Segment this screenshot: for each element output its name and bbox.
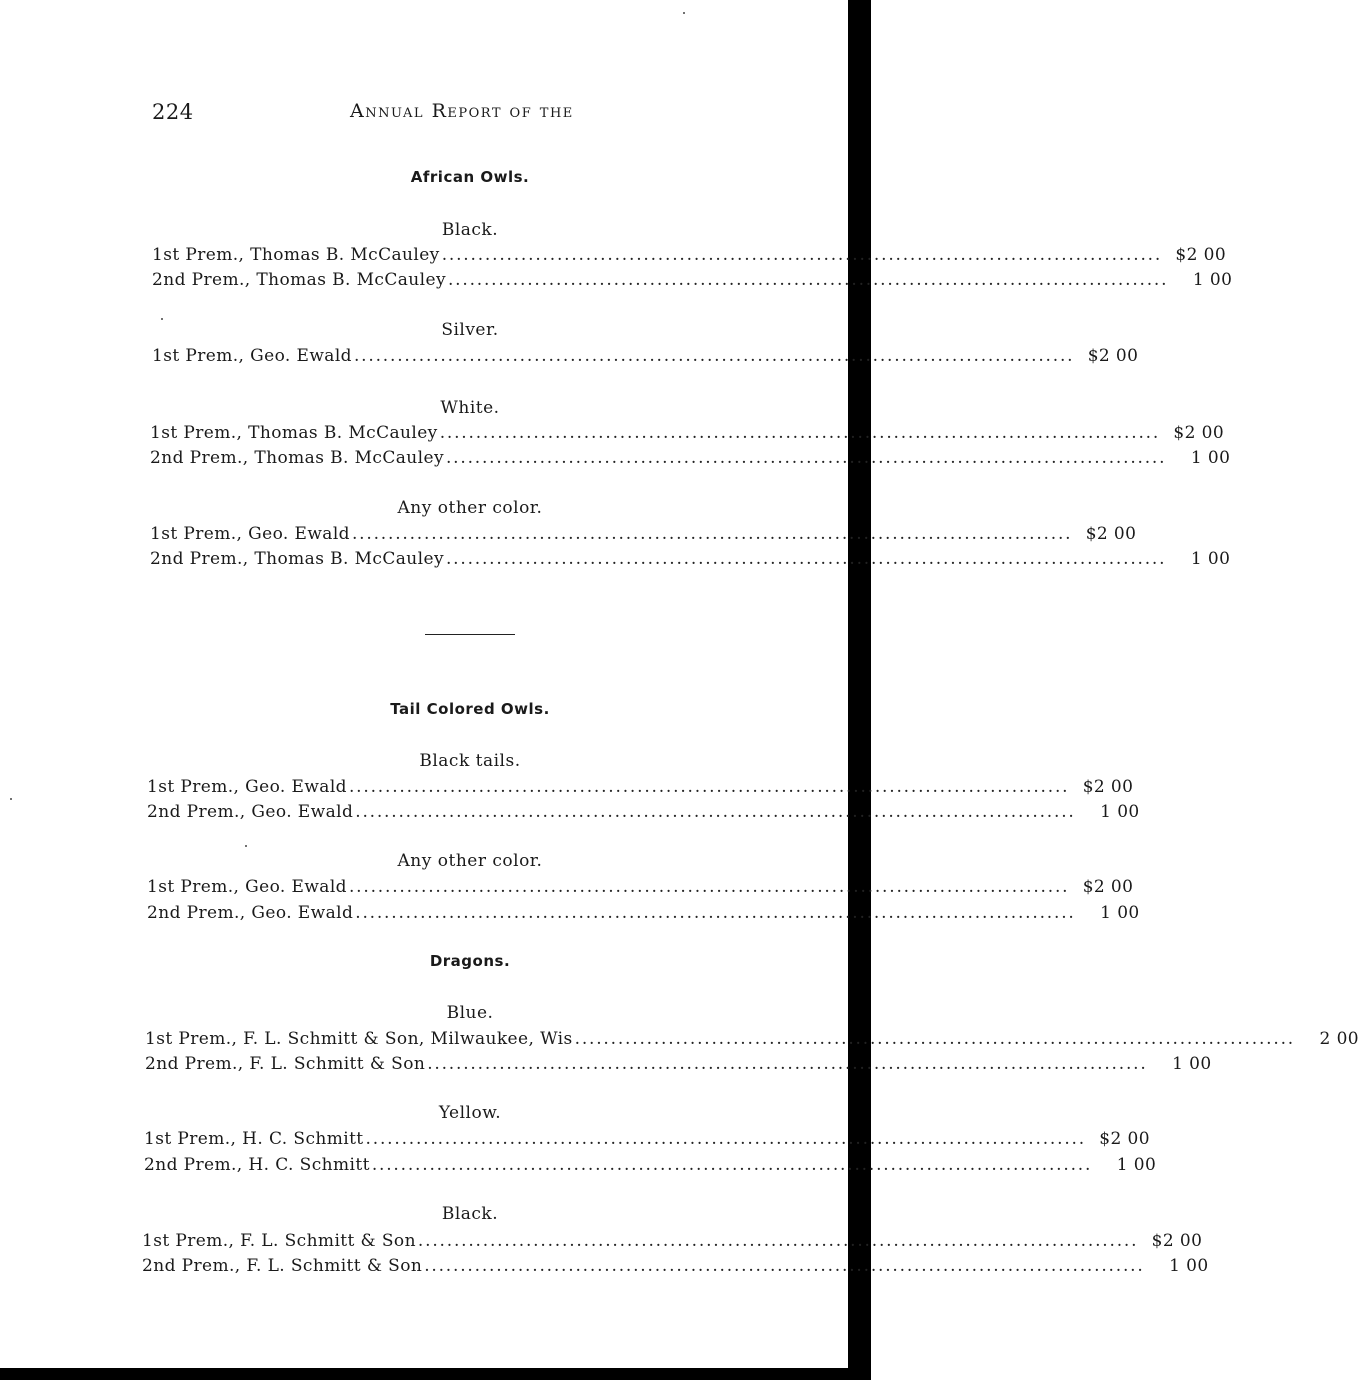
dot-leader: .................................................................................................... [417,1231,1139,1251]
award-amount: 1 00 [1190,549,1231,569]
award-entry [147,877,1134,901]
award-text: 2nd Prem., H. C. Schmitt [144,1155,370,1175]
scan-bottom-edge [0,1368,871,1380]
award-text: 1st Prem., H. C. Schmitt [144,1129,364,1149]
dot-leader: .................................................................................................... [353,346,1075,366]
variety-heading: Black tails. [419,751,521,771]
dot-leader: .................................................................................................... [445,549,1167,569]
award-text: 2nd Prem., Thomas B. McCauley [152,270,446,290]
dot-leader: .................................................................................................... [574,1029,1295,1049]
variety-heading: Silver. [441,320,499,340]
scan-speck [161,318,163,320]
award-amount: 1 00 [1116,1155,1157,1175]
award-entry [142,1256,1209,1280]
award-amount: $2 00 [1087,346,1139,366]
award-entry [152,245,1227,269]
award-entry [142,1231,1203,1255]
section-title-african-owls: African Owls. [410,168,530,186]
award-amount: 1 00 [1172,1054,1212,1074]
award-text: 1st Prem., Thomas B. McCauley [152,245,440,265]
award-entry [147,802,1140,826]
award-amount: $2 00 [1082,877,1134,897]
dot-leader: .................................................................................................... [424,1256,1145,1276]
award-amount: 1 00 [1169,1256,1209,1276]
award-amount: 1 00 [1190,448,1231,468]
variety-heading: Any other color. [397,851,543,871]
award-text: 1st Prem., Geo. Ewald [147,877,347,897]
variety-heading: Blue. [446,1003,494,1023]
award-amount: 1 00 [1100,802,1140,822]
award-amount: $2 00 [1082,777,1134,797]
dot-leader: .................................................................................................... [441,245,1163,265]
award-entry [145,1029,1359,1053]
award-amount: $2 00 [1173,423,1225,443]
dot-leader: .................................................................................................... [445,448,1167,468]
running-head: Annual Report of the [350,100,574,122]
award-amount: $2 00 [1099,1129,1150,1149]
award-text: 1st Prem., F. L. Schmitt & Son, Milwaukee, Wis [145,1029,573,1049]
award-entry [150,524,1137,548]
award-entry [145,1054,1212,1078]
award-text: 2nd Prem., Geo. Ewald [147,903,354,923]
dot-leader: .................................................................................................... [427,1054,1148,1074]
award-entry [147,903,1140,927]
award-entry [152,270,1233,294]
scan-speck [245,845,247,847]
award-entry [150,448,1231,472]
scan-speck [10,798,12,800]
page-number: 224 [152,100,194,124]
award-amount: $2 00 [1151,1231,1203,1251]
dot-leader: .................................................................................................... [355,802,1076,822]
dot-leader: .................................................................................................... [365,1129,1086,1149]
award-amount: 2 00 [1319,1029,1359,1049]
award-amount: 1 00 [1192,270,1233,290]
award-amount: $2 00 [1175,245,1227,265]
award-entry [150,549,1231,573]
award-entry [150,423,1225,447]
award-text: 1st Prem., Thomas B. McCauley [150,423,438,443]
variety-heading: White. [440,398,500,418]
award-text: 1st Prem., Geo. Ewald [152,346,352,366]
award-text: 2nd Prem., F. L. Schmitt & Son [142,1256,423,1276]
award-text: 2nd Prem., Geo. Ewald [147,802,354,822]
award-amount: 1 00 [1100,903,1140,923]
dot-leader: .................................................................................................... [351,524,1073,544]
scan-speck [683,12,685,14]
award-text: 1st Prem., Geo. Ewald [147,777,347,797]
award-entry [152,346,1139,370]
award-text: 2nd Prem., Thomas B. McCauley [150,448,444,468]
dot-leader: .................................................................................................... [348,777,1070,797]
award-text: 2nd Prem., Thomas B. McCauley [150,549,444,569]
variety-heading: Black. [441,1204,499,1224]
award-amount: $2 00 [1085,524,1137,544]
section-title-dragons: Dragons. [429,952,511,970]
award-entry [144,1129,1150,1153]
dot-leader: .................................................................................................... [355,903,1076,923]
award-text: 1st Prem., F. L. Schmitt & Son [142,1231,416,1251]
section-divider [425,634,515,635]
variety-heading: Black. [441,220,499,240]
variety-heading: Yellow. [438,1103,502,1123]
award-text: 1st Prem., Geo. Ewald [150,524,350,544]
dot-leader: .................................................................................................... [348,877,1070,897]
section-title-tail-colored-owls: Tail Colored Owls. [390,700,550,718]
variety-heading: Any other color. [397,498,543,518]
dot-leader: .................................................................................................... [371,1155,1093,1175]
award-entry [144,1155,1157,1179]
dot-leader: .................................................................................................... [447,270,1169,290]
award-entry [147,777,1134,801]
award-text: 2nd Prem., F. L. Schmitt & Son [145,1054,426,1074]
dot-leader: .................................................................................................... [439,423,1161,443]
